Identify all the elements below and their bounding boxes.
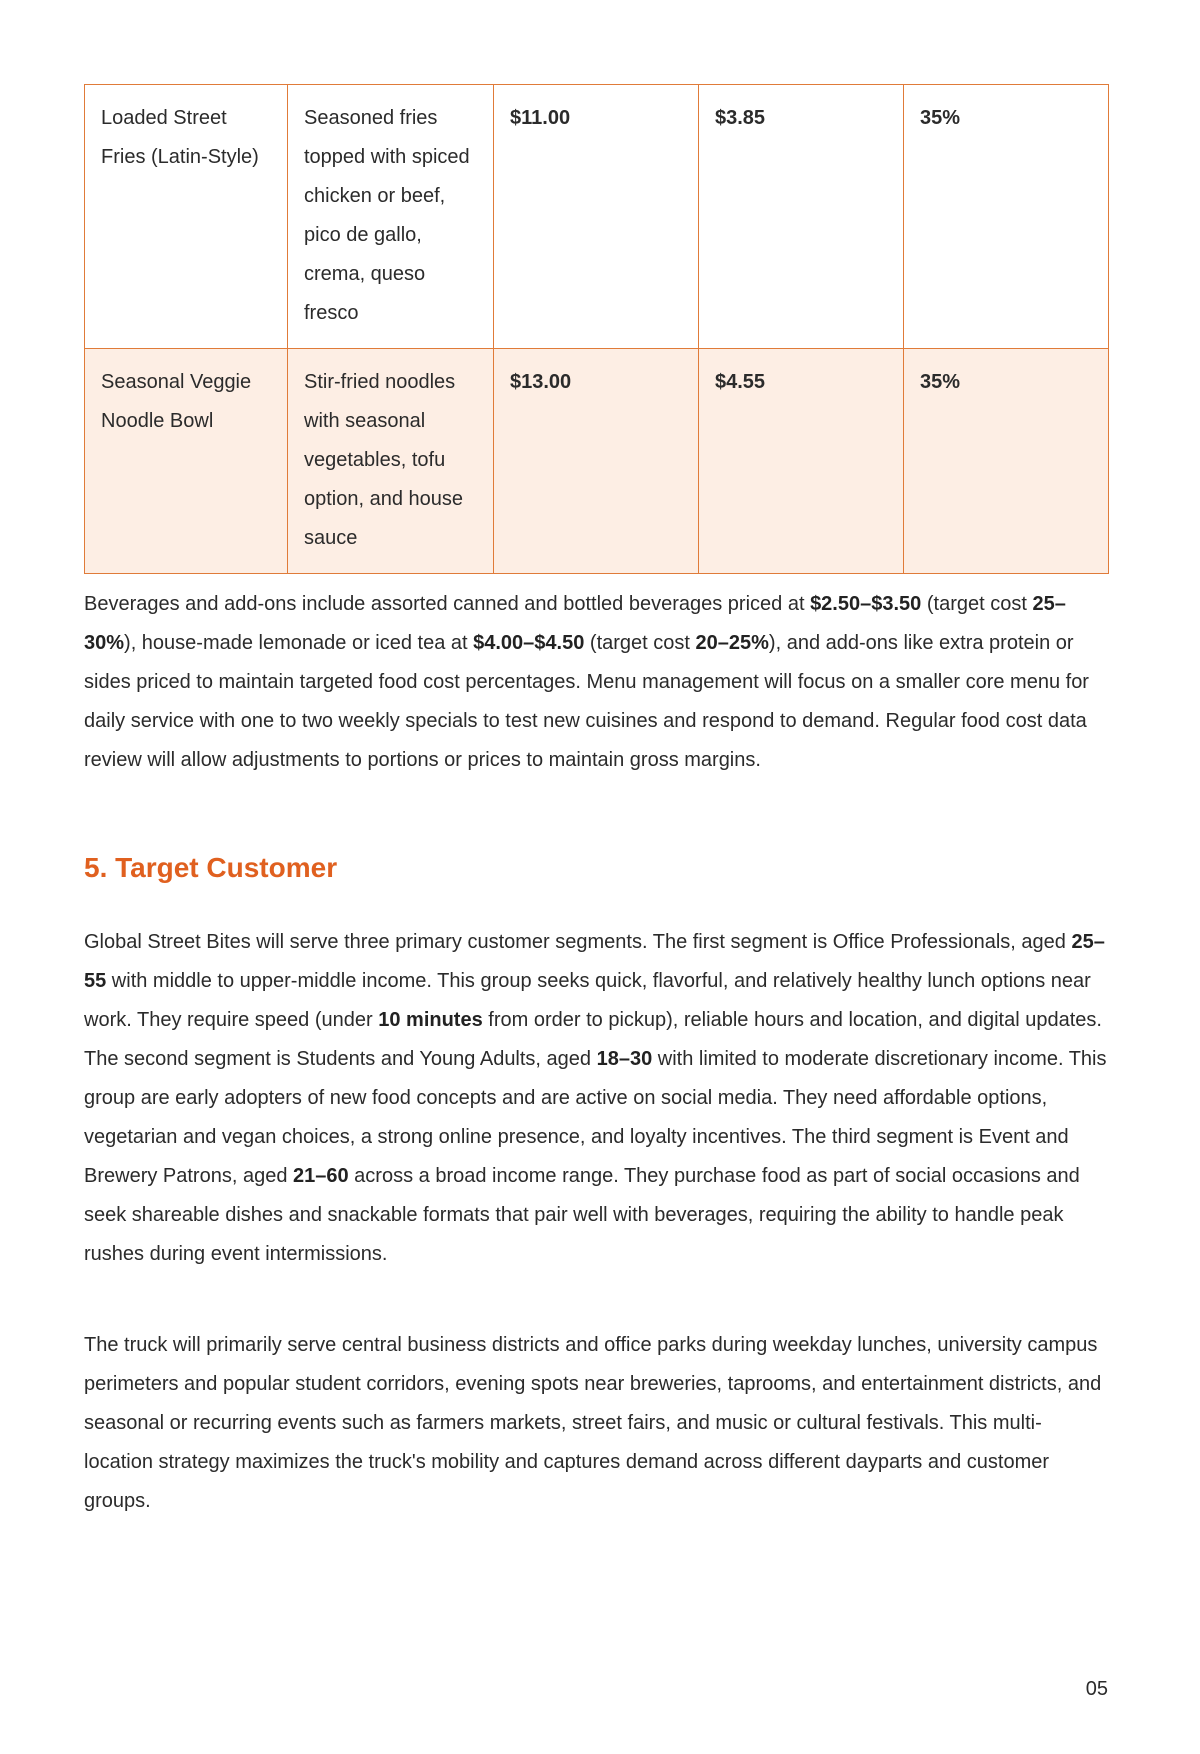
table-row — [85, 349, 1109, 574]
item-food-cost-cell: 35% — [904, 85, 1109, 349]
item-food-cost-cell: 35% — [904, 349, 1109, 574]
table-row — [85, 85, 1109, 349]
section-heading: 5. Target Customer — [84, 852, 338, 883]
item-cost-cell: $3.85 — [699, 85, 904, 349]
page-number: 05 — [1085, 1678, 1108, 1700]
menu-items-table — [84, 84, 1109, 574]
item-name-cell: Seasonal Veggie Noodle Bowl — [85, 349, 288, 574]
locations-paragraph: The truck will primarily serve central business districts and office parks during weekday lunches, university campus perimeters and popular student corridors, evening spots near breweries, taprooms, and entertainment districts, and seasonal or recurring events such as farmers markets, street fairs, and music or cultural festivals. This multi-location strategy maximizes the truck's mobility and captures demand across different dayparts and customer groups. — [84, 1334, 1102, 1512]
beverages-paragraph: Beverages and add-ons include assorted canned and bottled beverages priced at $2.50–$3.50 (target cost 25–30%), house-made lemonade or iced tea at $4.00–$4.50 (target cost 20–25%), and add-ons like extra protein or sides priced to maintain targeted food cost percentages. Menu management will focus on a smaller core menu for daily service with one to two weekly specials to test new cuisines and respond to demand. Regular food cost data review will allow adjustments to portions or prices to maintain gross margins. — [84, 593, 1089, 771]
item-cost-cell: $4.55 — [699, 349, 904, 574]
item-price-cell: $11.00 — [494, 85, 699, 349]
target-customer-paragraph: Global Street Bites will serve three primary customer segments. The first segment is Office Professionals, aged 25–55 with middle to upper-middle income. This group seeks quick, flavorful, and relatively healthy lunch options near work. They require speed (under 10 minutes from order to pickup), reliable hours and location, and digital updates. The second segment is Students and Young Adults, aged 18–30 with limited to moderate discretionary income. This group are early adopters of new food concepts and are active on social media. They need affordable options, vegetarian and vegan choices, a strong online presence, and loyalty incentives. The third segment is Event and Brewery Patrons, aged 21–60 across a broad income range. They purchase food as part of social occasions and seek shareable dishes and snackable formats that pair well with beverages, requiring the ability to handle peak rushes during event intermissions. — [84, 931, 1107, 1265]
item-description-cell: Seasoned fries topped with spiced chicken or beef, pico de gallo, crema, queso fresco — [288, 85, 494, 349]
item-name-cell: Loaded Street Fries (Latin-Style) — [85, 85, 288, 349]
item-description-cell: Stir-fried noodles with seasonal vegetables, tofu option, and house sauce — [288, 349, 494, 574]
item-price-cell: $13.00 — [494, 349, 699, 574]
